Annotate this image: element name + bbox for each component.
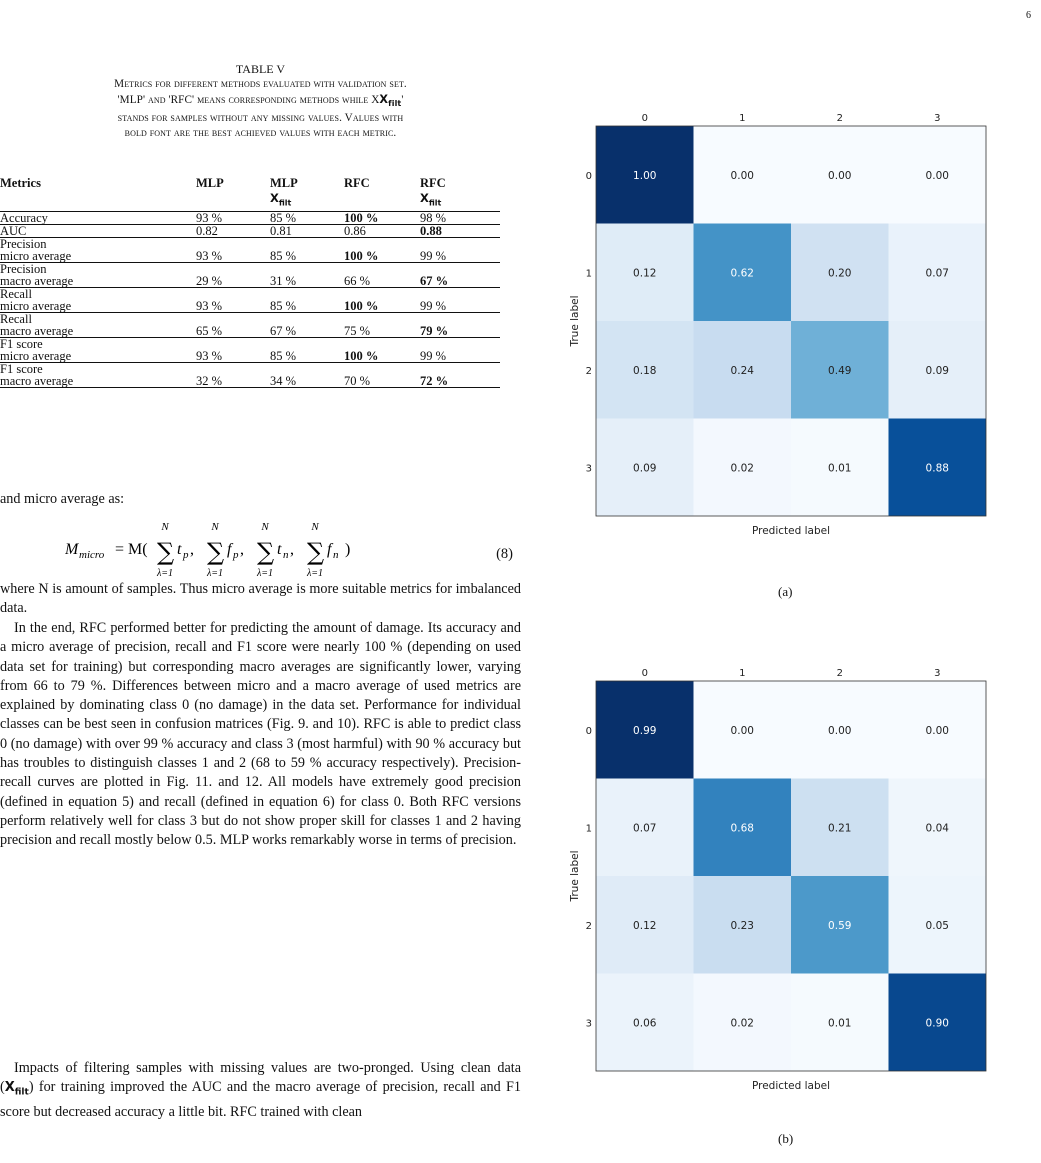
paragraph-1: In the end, RFC performed better for predicting the amount of damage. Its accuracy and a micro average of precision, recall and F1 score were nearly 100 % (depending on used data set for training) but corresponding macro averages are significantly lower, varying from 66 to 79 %. Differences between micro and a macro average of used metrics are explained by dominating class 0 (no damage) in the data set. Performance for individual classes can be best seen in confusion matrices (Fig. 9. and 10). RFC is able to predict class 0 (no damage) with over 99 % accuracy and class 3 (most harmful) with 90 % accuracy but has troubles to distinguish classes 1 and 2 (68 to 59 % accuracy respectively). Precision-recall curves are plotted in Fig. 11. and 12. All models have extremely good precision (defined in equation 5) and recall (defined in equation 6) for class 0. Both RFC versions perform relatively well for class 3 but do not show proper skill for classes 1 and 2 having precision and recall mostly below 0.5. MLP works remarkably worse in terms of precision.	[0, 620, 521, 849]
cell-rfc: 100 %	[344, 212, 420, 225]
cell-value-label: 0.04	[925, 822, 949, 835]
y-axis-label: True label	[569, 850, 581, 902]
caption-line-3: stands for samples without any missing values. Values with	[117, 112, 404, 125]
eq-comma: ,	[190, 541, 194, 558]
eq-term-sub: n	[333, 549, 339, 561]
metric-label: Precision micro average	[0, 238, 196, 263]
cell-rfc: 66 %	[344, 263, 420, 288]
confusion-matrix-b-chart	[560, 663, 1000, 1093]
cell-mlp: 32 %	[196, 363, 270, 388]
table-header-row	[0, 176, 500, 212]
confusion-matrix-a-chart	[560, 108, 1000, 538]
cell-rfc: 75 %	[344, 313, 420, 338]
cell-rfc-filt: 72 %	[420, 363, 500, 388]
x-tick-label: 0	[641, 668, 648, 679]
header-mlp-filt: MLP $X_{filt}$	[270, 176, 298, 208]
table-row	[0, 338, 500, 363]
x-axis-label: Predicted label	[751, 1080, 831, 1092]
cell-rfc-filt: 99 %	[420, 338, 500, 363]
cell-value-label: 0.49	[828, 364, 852, 377]
caption-line-2: 'MLP' and 'RFC' means corresponding methods while $XX_{filt}'$	[117, 93, 404, 109]
eq-sum-lower: λ=1	[256, 568, 274, 578]
metric-label: Recall micro average	[0, 288, 196, 313]
cell-value-label: 0.21	[828, 822, 852, 835]
cell-value-label: 0.62	[730, 267, 754, 280]
cell-mlp: 65 %	[196, 313, 270, 338]
metric-label: F1 score micro average	[0, 338, 196, 363]
table-row	[0, 263, 500, 288]
eq-sum-sign: ∑	[257, 538, 275, 566]
table-caption	[0, 62, 521, 141]
eq-term-var: t	[177, 541, 182, 558]
eq-term-var: f	[327, 541, 332, 558]
table-row	[0, 363, 500, 388]
cell-value-label: 0.00	[828, 724, 852, 737]
eq-term-sub: p	[233, 549, 239, 561]
x-tick-label: 2	[836, 113, 843, 124]
equation-number: (8)	[496, 546, 513, 562]
table-title: TABLE V	[235, 62, 286, 76]
eq-comma: ,	[290, 541, 294, 558]
y-tick-label: 1	[585, 268, 592, 280]
eq-sum-lower: λ=1	[206, 568, 224, 578]
eq-sum-upper: N	[311, 521, 319, 533]
eq-lhs: M	[65, 541, 79, 558]
intro-text: and micro average as:	[0, 491, 125, 507]
cell-rfc-filt: 0.88	[420, 225, 500, 238]
table-row	[0, 313, 500, 338]
header-rfc-filt: RFC $X_{filt}$	[420, 176, 446, 208]
cell-mlp-filt: 85 %	[270, 238, 344, 263]
eq-lhs-sub: micro	[79, 549, 105, 561]
eq-term-sub: p	[183, 549, 189, 561]
after-equation-text: where N is amount of samples. Thus micro average is more suitable metrics for imbalanced data.	[0, 581, 521, 617]
cell-value-label: 0.23	[730, 919, 754, 932]
metrics-table	[0, 176, 500, 388]
cell-value-label: 0.20	[828, 267, 852, 280]
cell-rfc-filt: 98 %	[420, 212, 500, 225]
cell-value-label: 0.00	[828, 169, 852, 182]
confusion-matrix-b	[560, 663, 1000, 1163]
cell-value-label: 0.90	[925, 1017, 949, 1030]
eq-sum-sign: ∑	[157, 538, 175, 566]
eq-term-var: f	[227, 541, 232, 558]
cell-mlp-filt: 85 %	[270, 338, 344, 363]
cell-value-label: 0.09	[925, 364, 949, 377]
cell-mlp: 93 %	[196, 212, 270, 225]
y-tick-label: 0	[585, 170, 592, 182]
eq-sum-lower: λ=1	[156, 568, 174, 578]
caption-symbol: $X_{filt}$	[379, 93, 402, 109]
cell-mlp-filt: 85 %	[270, 288, 344, 313]
cell-mlp: 93 %	[196, 288, 270, 313]
eq-sum-lower: λ=1	[306, 568, 324, 578]
cell-value-label: 0.88	[925, 462, 949, 475]
x-tick-label: 1	[739, 668, 746, 679]
cell-mlp-filt: 85 %	[270, 212, 344, 225]
table-row	[0, 225, 500, 238]
cell-mlp: 29 %	[196, 263, 270, 288]
eq-term-var: t	[277, 541, 282, 558]
caption-line-2-text: 'MLP' and 'RFC' means corresponding methods while X	[117, 94, 380, 106]
equation-body	[65, 520, 445, 578]
x-axis-label: Predicted label	[751, 525, 831, 537]
cell-value-label: 0.06	[633, 1017, 657, 1030]
cell-mlp-filt: 34 %	[270, 363, 344, 388]
header-metrics: Metrics	[0, 176, 41, 190]
header-rfc: RFC	[344, 176, 370, 190]
y-tick-label: 1	[585, 823, 592, 835]
para2-symbol: $X_{filt}$	[4, 1080, 29, 1098]
table-row	[0, 212, 500, 225]
metric-label: F1 score macro average	[0, 363, 196, 388]
x-tick-label: 1	[739, 113, 746, 124]
cell-value-label: 0.00	[730, 169, 754, 182]
cell-value-label: 0.00	[925, 169, 949, 182]
y-tick-label: 0	[585, 725, 592, 737]
eq-sum-sign: ∑	[307, 538, 325, 566]
x-tick-label: 3	[934, 668, 941, 679]
cell-value-label: 0.01	[828, 462, 852, 475]
cell-value-label: 0.01	[828, 1017, 852, 1030]
x-tick-label: 0	[641, 113, 648, 124]
cell-mlp-filt: 67 %	[270, 313, 344, 338]
cell-value-label: 0.59	[828, 919, 852, 932]
eq-comma: ,	[240, 541, 244, 558]
figure-caption-b: (b)	[778, 1131, 794, 1146]
cell-value-label: 0.02	[730, 1017, 754, 1030]
equation-8	[0, 520, 521, 576]
figure-caption-a: (a)	[778, 584, 793, 599]
x-tick-label: 3	[934, 113, 941, 124]
cell-rfc: 100 %	[344, 288, 420, 313]
table-row	[0, 288, 500, 313]
table-row	[0, 238, 500, 263]
cell-value-label: 0.02	[730, 462, 754, 475]
cell-value-label: 1.00	[633, 169, 657, 182]
cell-rfc-filt: 67 %	[420, 263, 500, 288]
eq-close: )	[345, 541, 351, 558]
y-axis-label: True label	[569, 295, 581, 347]
cell-mlp: 93 %	[196, 338, 270, 363]
cell-value-label: 0.24	[730, 364, 754, 377]
eq-sum-sign: ∑	[207, 538, 225, 566]
metric-label: Accuracy	[0, 212, 196, 225]
cell-rfc: 100 %	[344, 338, 420, 363]
x-tick-label: 2	[836, 668, 843, 679]
cell-mlp-filt: 31 %	[270, 263, 344, 288]
eq-sum-upper: N	[261, 521, 269, 533]
cell-value-label: 0.68	[730, 822, 754, 835]
confusion-matrix-a	[560, 108, 1000, 608]
y-tick-label: 3	[585, 463, 592, 475]
cell-rfc-filt: 79 %	[420, 313, 500, 338]
caption-line-4: bold font are the best achieved values with each metric.	[124, 127, 397, 140]
cell-value-label: 0.99	[633, 724, 657, 737]
cell-value-label: 0.05	[925, 919, 949, 932]
cell-value-label: 0.12	[633, 919, 657, 932]
metric-label: Precision macro average	[0, 263, 196, 288]
cell-value-label: 0.07	[633, 822, 657, 835]
eq-term-sub: n	[283, 549, 289, 561]
eq-sum-upper: N	[161, 521, 169, 533]
cell-mlp: 0.82	[196, 225, 270, 238]
cell-rfc: 0.86	[344, 225, 420, 238]
cell-mlp: 93 %	[196, 238, 270, 263]
cell-value-label: 0.00	[730, 724, 754, 737]
header-mlp: MLP	[196, 176, 224, 190]
cell-value-label: 0.00	[925, 724, 949, 737]
page-number: 6	[1026, 10, 1031, 21]
eq-equals: = M(	[115, 541, 148, 558]
eq-sum-upper: N	[211, 521, 219, 533]
caption-line-1: Metrics for different methods evaluated with validation set.	[114, 78, 407, 90]
y-tick-label: 2	[585, 365, 592, 377]
metric-label: AUC	[0, 225, 196, 238]
paragraph-2: Impacts of filtering samples with missing values are two-pronged. Using clean data $(X_{filt})$ for training improved the AUC and the macro average of precision, recall and F1 score but decreased accuracy a little bit. RFC trained with clean	[0, 1060, 521, 1121]
cell-value-label: 0.12	[633, 267, 657, 280]
cell-rfc-filt: 99 %	[420, 288, 500, 313]
cell-value-label: 0.09	[633, 462, 657, 475]
cell-rfc: 70 %	[344, 363, 420, 388]
y-tick-label: 3	[585, 1018, 592, 1030]
y-tick-label: 2	[585, 920, 592, 932]
metric-label: Recall macro average	[0, 313, 196, 338]
cell-mlp-filt: 0.81	[270, 225, 344, 238]
cell-rfc: 100 %	[344, 238, 420, 263]
cell-value-label: 0.18	[633, 364, 657, 377]
cell-value-label: 0.07	[925, 267, 949, 280]
cell-rfc-filt: 99 %	[420, 238, 500, 263]
